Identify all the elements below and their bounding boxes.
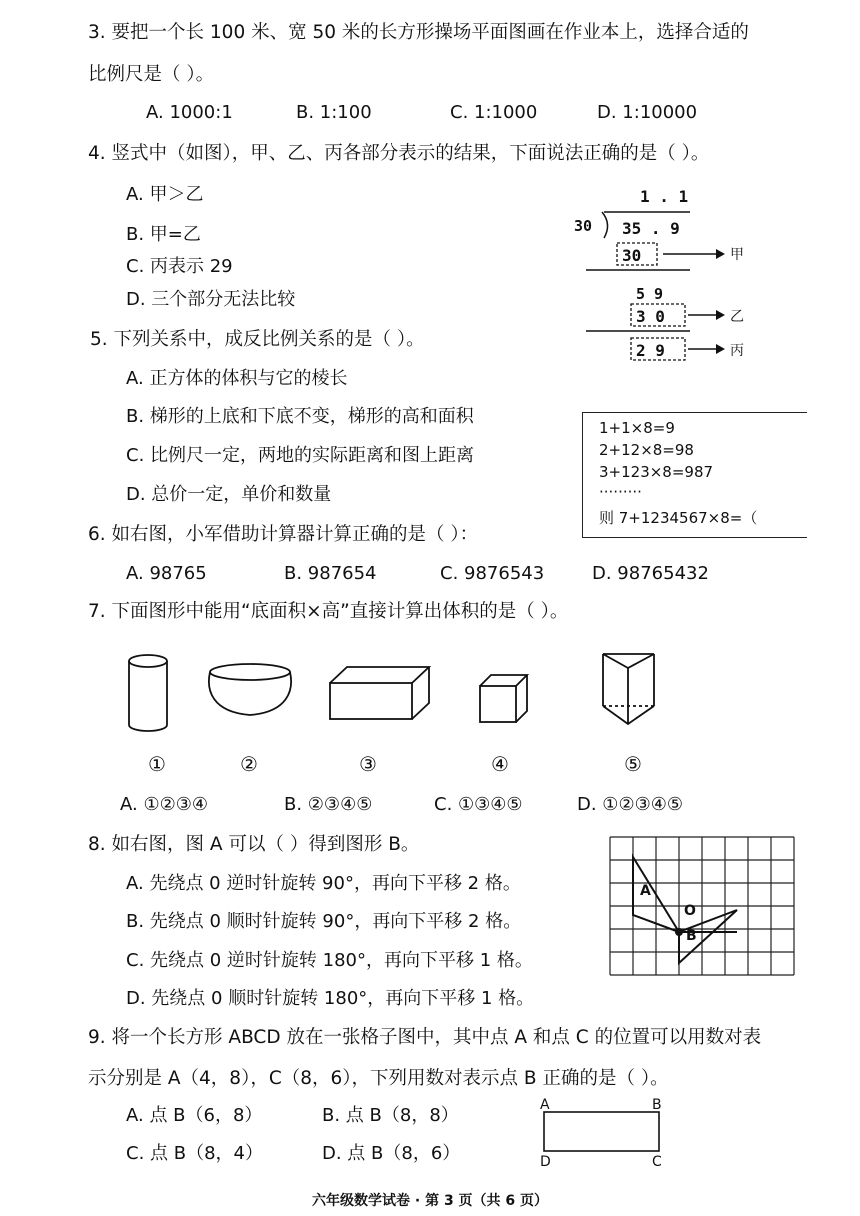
q9-option-a[interactable]: A. 点 B（6，8） bbox=[126, 1105, 263, 1126]
pattern-line-2: 2+12×8=98 bbox=[599, 441, 694, 459]
division-divisor: 30 bbox=[574, 217, 593, 235]
q5-option-b[interactable]: B. 梯形的上底和下底不变，梯形的高和面积 bbox=[126, 406, 474, 427]
q3-stem-line2: 比例尺是（ ）。 bbox=[88, 64, 215, 85]
q8-option-c[interactable]: C. 先绕点 0 逆时针旋转 180°，再向下平移 1 格。 bbox=[126, 950, 533, 971]
q9-option-c[interactable]: C. 点 B（8，4） bbox=[126, 1143, 263, 1164]
q4-option-d[interactable]: D. 三个部分无法比较 bbox=[126, 289, 296, 310]
q7-option-d[interactable]: D. ①②③④⑤ bbox=[577, 794, 683, 815]
q3-option-d[interactable]: D. 1:10000 bbox=[597, 102, 698, 123]
q9-option-b[interactable]: B. 点 B（8，8） bbox=[322, 1105, 459, 1126]
figure-label-1: ① bbox=[148, 752, 166, 776]
q4-option-b[interactable]: B. 甲=乙 bbox=[126, 224, 201, 245]
label-bing: 丙 bbox=[730, 343, 744, 359]
q8-option-a[interactable]: A. 先绕点 0 逆时针旋转 90°，再向下平移 2 格。 bbox=[126, 873, 521, 894]
pattern-line-3: 3+123×8=987 bbox=[599, 463, 714, 481]
q5-option-d[interactable]: D. 总价一定，单价和数量 bbox=[126, 484, 332, 505]
q6-option-d[interactable]: D. 98765432 bbox=[592, 563, 709, 584]
q3-option-a[interactable]: A. 1000:1 bbox=[146, 102, 233, 123]
q3-option-c[interactable]: C. 1:1000 bbox=[450, 102, 538, 123]
grid-label-b: B bbox=[686, 928, 697, 944]
q8-option-d[interactable]: D. 先绕点 0 顺时针旋转 180°，再向下平移 1 格。 bbox=[126, 988, 535, 1009]
page-footer: 六年级数学试卷 · 第 3 页（共 6 页） bbox=[312, 1193, 549, 1209]
q6-option-c[interactable]: C. 9876543 bbox=[440, 563, 545, 584]
q9-stem-line1: 9. 将一个长方形 ABCD 放在一张格子图中，其中点 A 和点 C 的位置可以用数对表 bbox=[88, 1027, 762, 1048]
q6-stem: 6. 如右图，小军借助计算器计算正确的是（ ）： bbox=[88, 524, 479, 545]
rect-label-a: A bbox=[540, 1097, 550, 1113]
rect-label-d: D bbox=[540, 1154, 551, 1170]
q3-stem-line1: 3. 要把一个长 100 米、宽 50 米的长方形操场平面图画在作业本上，选择合适的 bbox=[88, 22, 749, 43]
label-yi: 乙 bbox=[730, 309, 744, 325]
q5-option-a[interactable]: A. 正方体的体积与它的棱长 bbox=[126, 368, 348, 389]
rect-label-b: B bbox=[652, 1097, 662, 1113]
rect-label-c: C bbox=[652, 1154, 662, 1170]
q3-option-b[interactable]: B. 1:100 bbox=[296, 102, 372, 123]
q4-option-c[interactable]: C. 丙表示 29 bbox=[126, 256, 233, 277]
division-step1: 30 bbox=[622, 246, 642, 265]
figure-label-4: ④ bbox=[491, 752, 509, 776]
pattern-line-1: 1+1×8=9 bbox=[599, 419, 675, 437]
q6-option-a[interactable]: A. 98765 bbox=[126, 563, 207, 584]
figure-label-3: ③ bbox=[359, 752, 377, 776]
q4-stem: 4. 竖式中（如图），甲、乙、丙各部分表示的结果，下面说法正确的是（ ）。 bbox=[88, 143, 710, 164]
q7-option-a[interactable]: A. ①②③④ bbox=[120, 794, 208, 815]
figure-label-5: ⑤ bbox=[624, 752, 642, 776]
pattern-line-4: ········· bbox=[599, 483, 642, 501]
q5-stem: 5. 下列关系中，成反比例关系的是（ ）。 bbox=[90, 329, 425, 350]
division-step2: 3 0 bbox=[636, 307, 665, 326]
q9-stem-line2: 示分别是 A（4，8），C（8，6），下列用数对表示点 B 正确的是（ ）。 bbox=[88, 1068, 669, 1089]
q7-option-b[interactable]: B. ②③④⑤ bbox=[284, 794, 373, 815]
q7-stem: 7. 下面图形中能用“底面积×高”直接计算出体积的是（ ）。 bbox=[88, 601, 569, 622]
q6-option-b[interactable]: B. 987654 bbox=[284, 563, 377, 584]
grid-label-a: A bbox=[640, 883, 651, 899]
figure-label-2: ② bbox=[240, 752, 258, 776]
q8-option-b[interactable]: B. 先绕点 0 顺时针旋转 90°，再向下平移 2 格。 bbox=[126, 911, 522, 932]
grid-label-o: O bbox=[684, 903, 696, 919]
q7-option-c[interactable]: C. ①③④⑤ bbox=[434, 794, 523, 815]
q9-option-d[interactable]: D. 点 B（8，6） bbox=[322, 1143, 461, 1164]
q8-stem: 8. 如右图，图 A 可以（ ）得到图形 B。 bbox=[88, 834, 420, 855]
pattern-line-5: 则 7+1234567×8=（ bbox=[599, 509, 758, 527]
division-quotient: 1 . 1 bbox=[640, 187, 689, 206]
division-step2-top: 5 9 bbox=[636, 285, 664, 303]
label-jia: 甲 bbox=[730, 247, 744, 263]
q4-option-a[interactable]: A. 甲＞乙 bbox=[126, 184, 204, 205]
q5-option-c[interactable]: C. 比例尺一定，两地的实际距离和图上距离 bbox=[126, 445, 475, 466]
division-remainder: 2 9 bbox=[636, 341, 665, 360]
division-dividend: 35 . 9 bbox=[622, 219, 680, 238]
